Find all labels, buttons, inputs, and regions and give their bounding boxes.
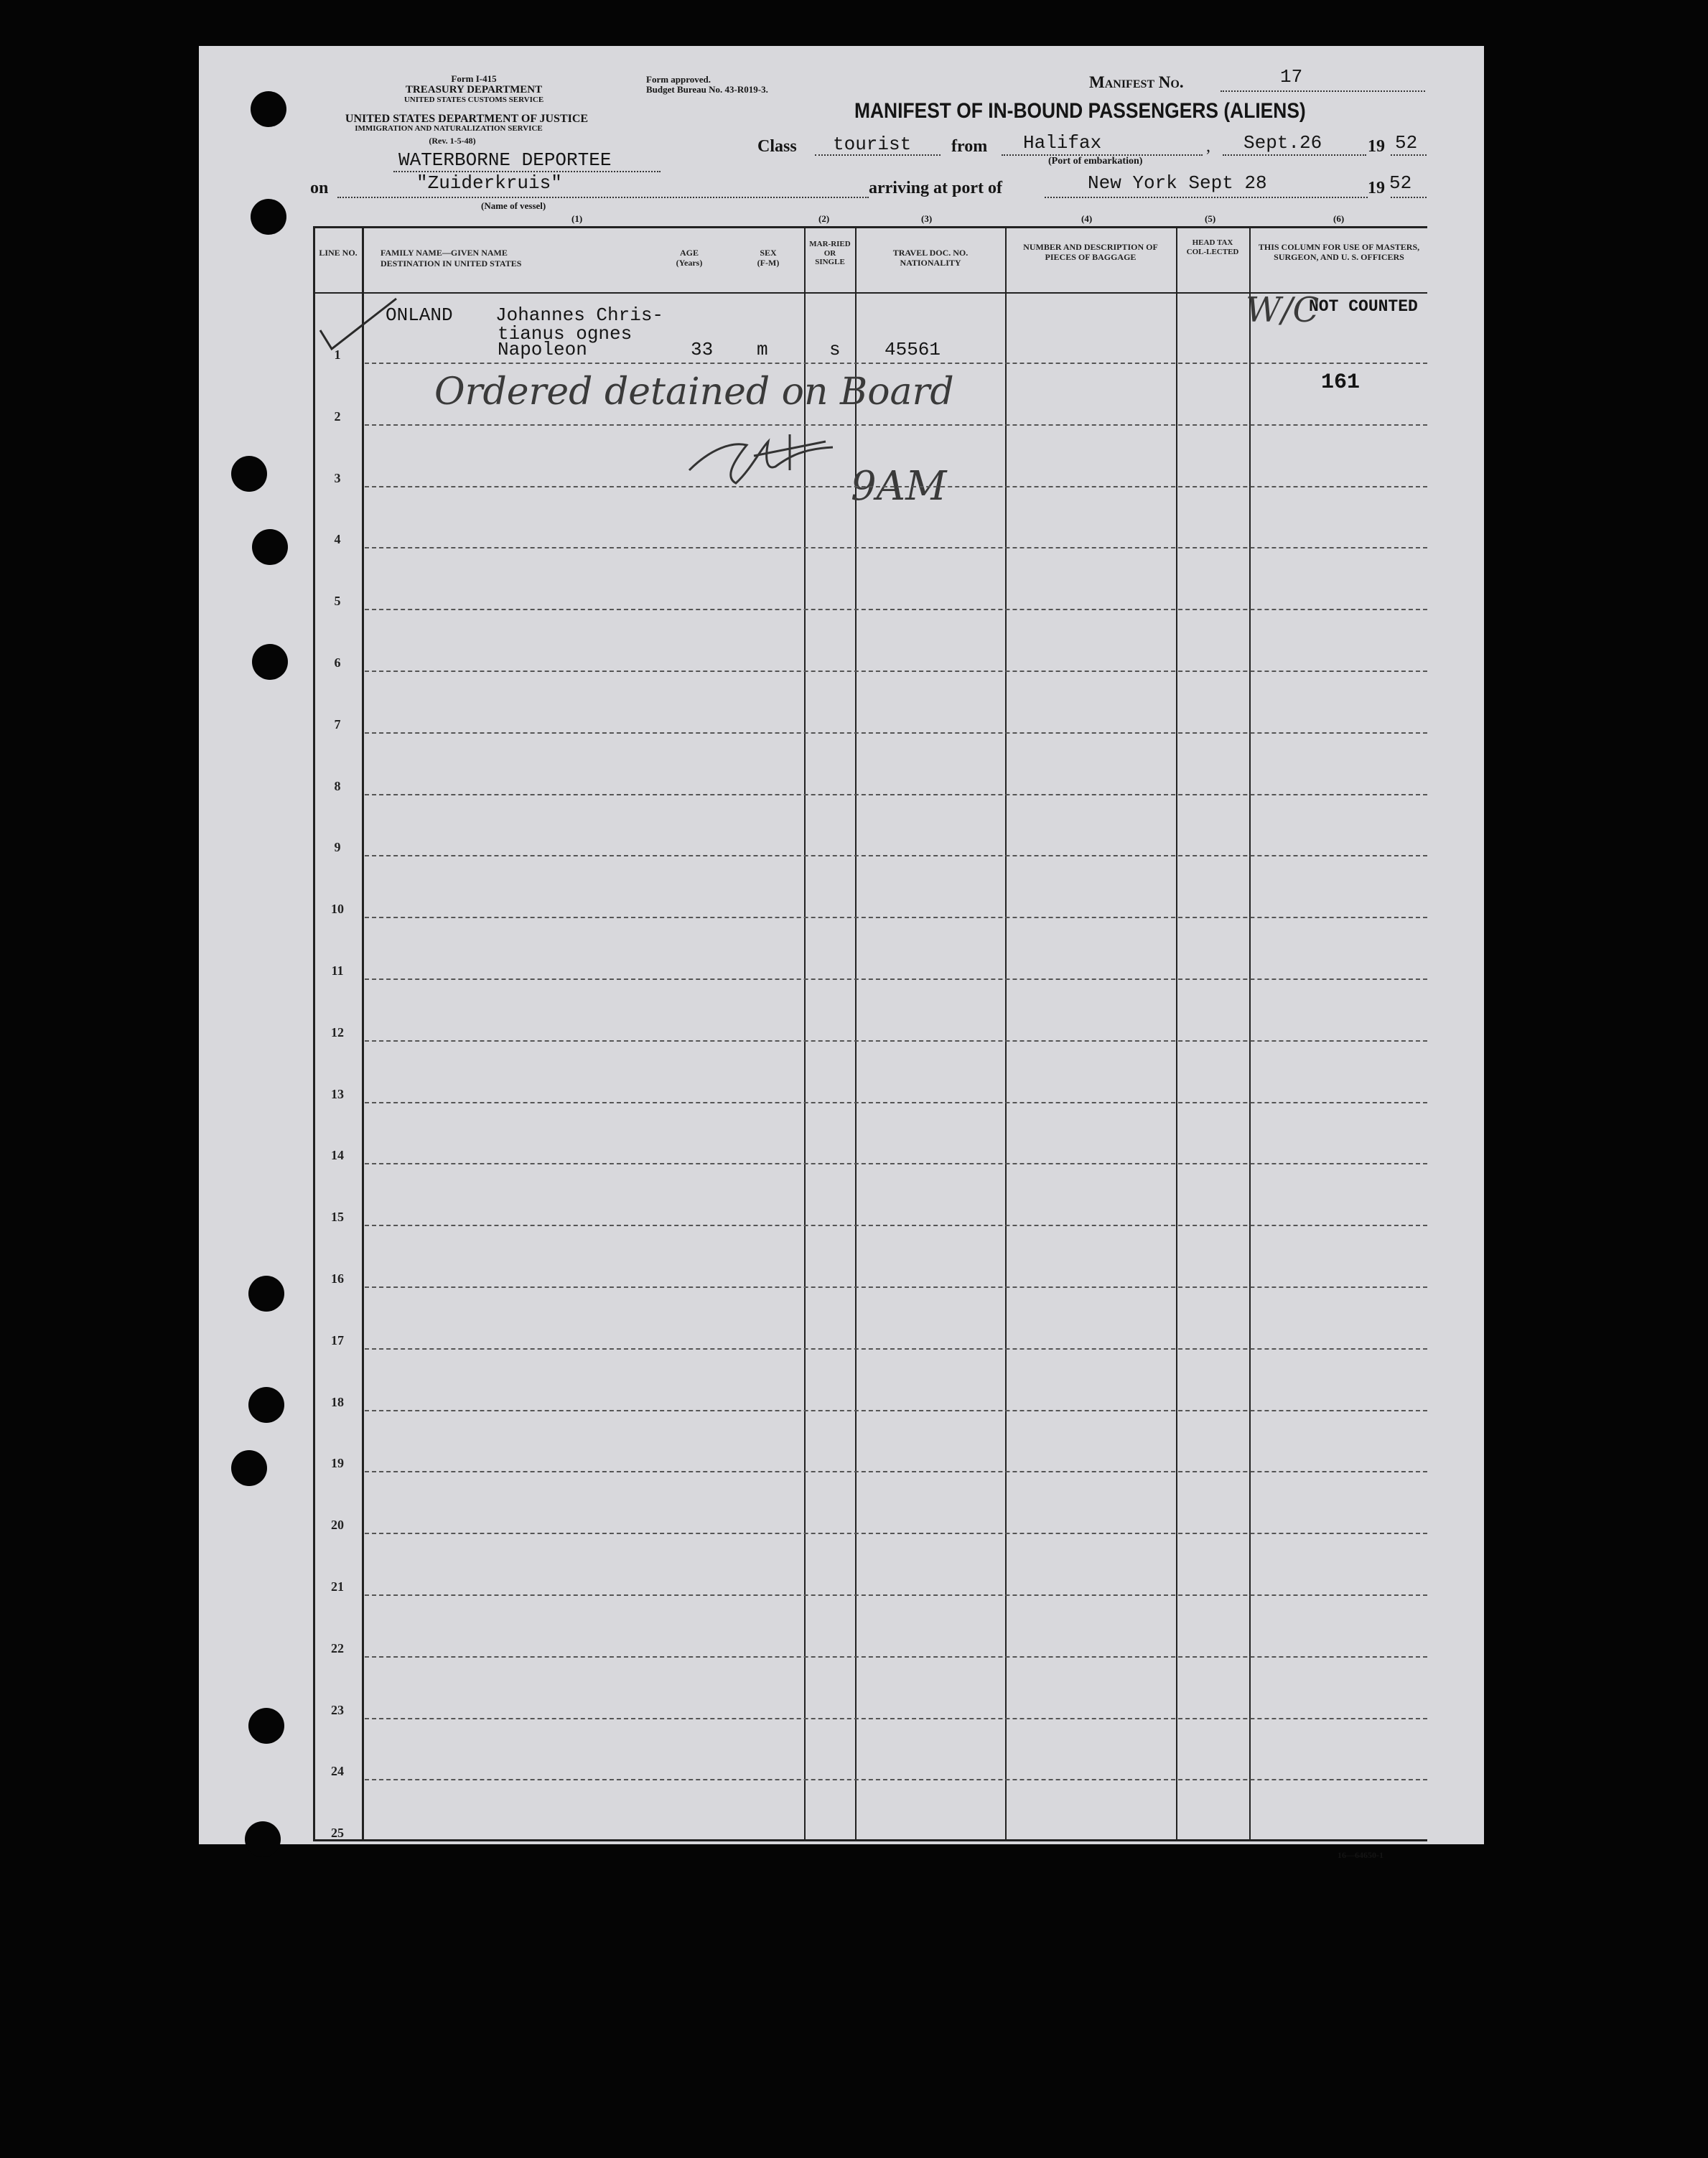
- budget-bureau: Budget Bureau No. 43-R019-3.: [646, 84, 768, 95]
- header-age-sub: (Years): [676, 258, 703, 268]
- entry-given-name-line2: tianus ognes: [498, 323, 633, 345]
- line-number: 18: [331, 1394, 344, 1409]
- vessel-line: [337, 197, 869, 198]
- signature-scribble-icon: [682, 420, 854, 492]
- line-number: 20: [331, 1518, 344, 1533]
- header-name: FAMILY NAME—GIVEN NAME: [381, 248, 508, 258]
- header-officers: THIS COLUMN FOR USE OF MASTERS, SURGEON, AND U. S. OFFICERS: [1258, 242, 1420, 262]
- arrival-year: 52: [1389, 172, 1412, 194]
- table-bottom-border: [313, 1839, 1427, 1841]
- binder-hole: [248, 1276, 284, 1312]
- header-travel-doc: TRAVEL DOC. NO.: [892, 248, 969, 258]
- header-destination: DESTINATION IN UNITED STATES: [381, 258, 522, 268]
- table-row: [365, 1471, 1427, 1472]
- entry-travel-doc: 45561: [885, 339, 941, 360]
- department-treasury: TREASURY DEPARTMENT: [405, 84, 543, 95]
- line-no-divider: [362, 226, 364, 1841]
- line-number: 16: [331, 1271, 344, 1286]
- from-label: from: [951, 137, 988, 156]
- not-counted-stamp: NOT COUNTED: [1309, 297, 1418, 316]
- entry-sex: m: [757, 339, 768, 360]
- table-row: [365, 855, 1427, 856]
- embark-year: 52: [1395, 132, 1418, 154]
- header-sex-sub: (F-M): [757, 258, 780, 268]
- table-top-border: [313, 226, 1427, 228]
- header-head-tax: HEAD TAX COL-LECTED: [1186, 238, 1239, 256]
- date-line: [1223, 154, 1366, 156]
- handwritten-initials: 9AM: [851, 463, 947, 510]
- line-number: 12: [331, 1024, 344, 1040]
- table-row: [365, 1533, 1427, 1534]
- officers-divider: [1249, 226, 1251, 1841]
- from-value: Halifax: [1023, 132, 1102, 154]
- col-num-6: (6): [1333, 213, 1345, 224]
- binder-hole: [245, 1821, 281, 1857]
- on-label: on: [310, 179, 329, 197]
- entry-marital: s: [829, 339, 841, 360]
- col-num-5: (5): [1205, 213, 1216, 224]
- line-number: 13: [331, 1086, 344, 1101]
- table-row: [365, 1656, 1427, 1658]
- table-left-border: [313, 226, 315, 1841]
- table-row: [365, 794, 1427, 795]
- table-row: [365, 1594, 1427, 1596]
- line-number: 6: [334, 655, 341, 670]
- line-number: 17: [331, 1332, 344, 1347]
- table-row: [365, 1410, 1427, 1411]
- table-row: [365, 671, 1427, 672]
- line-number: 3: [334, 470, 341, 485]
- line-number: 19: [331, 1456, 344, 1471]
- line-number: 15: [331, 1210, 344, 1225]
- table-row: [365, 1102, 1427, 1103]
- line-number: 21: [331, 1579, 344, 1594]
- table-row: [365, 609, 1427, 610]
- line-number: 5: [334, 594, 341, 609]
- header-baggage: NUMBER AND DESCRIPTION OF PIECES OF BAGGAGE: [1023, 242, 1158, 262]
- header-line-no: LINE NO.: [319, 248, 358, 258]
- table-row: [365, 424, 1427, 426]
- table-row: [365, 1348, 1427, 1350]
- col-num-3: (3): [921, 213, 933, 224]
- head-tax-divider: [1176, 226, 1177, 1841]
- embark-year-prefix: 19: [1368, 137, 1385, 156]
- manifest-no-label: Manifest No.: [1089, 73, 1184, 91]
- arrival-line: [1045, 197, 1368, 198]
- line-number: 25: [331, 1826, 344, 1841]
- form-revision: (Rev. 1-5-48): [429, 136, 476, 146]
- line-number: 1: [334, 347, 341, 362]
- port-embarkation-caption: (Port of embarkation): [1048, 156, 1143, 167]
- line-number: 4: [334, 532, 341, 547]
- arrival-year-line: [1391, 197, 1427, 198]
- arrival-value: New York Sept 28: [1088, 172, 1267, 194]
- line-number: 9: [334, 840, 341, 855]
- line-number: 14: [331, 1148, 344, 1163]
- binder-hole: [248, 1708, 284, 1744]
- baggage-divider: [1005, 226, 1007, 1841]
- binder-hole: [231, 456, 267, 492]
- table-row: [365, 1286, 1427, 1288]
- entry-family-name: ONLAND: [386, 304, 453, 326]
- department-justice: UNITED STATES DEPARTMENT OF JUSTICE: [345, 113, 589, 125]
- customs-service: UNITED STATES CUSTOMS SERVICE: [403, 95, 544, 104]
- deportee-label: WATERBORNE DEPORTEE: [398, 149, 612, 171]
- officer-initials: W/C: [1246, 290, 1320, 330]
- class-label: Class: [757, 137, 797, 156]
- header-married: MAR-RIED OR SINGLE: [809, 240, 851, 267]
- table-row: [365, 1163, 1427, 1164]
- entry-given-name-line1: Johannes Chris-: [495, 304, 664, 326]
- immigration-service: IMMIGRATION AND NATURALIZATION SERVICE: [355, 124, 543, 133]
- vessel-name: "Zuiderkruis": [416, 172, 562, 194]
- line-number: 24: [331, 1764, 344, 1779]
- line-number: 8: [334, 778, 341, 793]
- stamp-number: 161: [1321, 370, 1361, 395]
- col-num-4: (4): [1081, 213, 1093, 224]
- table-row: [365, 486, 1427, 487]
- manifest-no-line: [1221, 90, 1425, 92]
- line-number: 11: [331, 963, 344, 978]
- class-value: tourist: [833, 134, 912, 155]
- page-title: MANIFEST OF IN-BOUND PASSENGERS (ALIENS): [854, 99, 1306, 123]
- vessel-caption: (Name of vessel): [481, 200, 546, 211]
- binder-hole: [251, 91, 286, 127]
- table-row: [365, 1040, 1427, 1042]
- binder-hole: [251, 199, 286, 235]
- line-number: 22: [331, 1640, 344, 1655]
- handwritten-note: Ordered detained on Board: [434, 370, 954, 414]
- col-num-2: (2): [818, 213, 830, 224]
- line-number: 23: [331, 1702, 344, 1717]
- entry-given-name-line3: Napoleon: [498, 339, 587, 360]
- footer-code: 16—64650-1: [1338, 1850, 1383, 1860]
- check-mark-icon: [316, 294, 402, 352]
- year-line: [1391, 154, 1427, 156]
- table-row: [365, 363, 1427, 364]
- form-approved: Form approved.: [646, 74, 711, 85]
- line-number: 2: [334, 408, 341, 424]
- entry-age: 33: [691, 339, 714, 360]
- col-num-1: (1): [571, 213, 583, 224]
- binder-hole: [231, 1450, 267, 1486]
- binder-hole: [252, 529, 288, 565]
- comma: ,: [1206, 137, 1210, 156]
- table-row: [365, 917, 1427, 918]
- arrival-year-prefix: 19: [1368, 179, 1385, 197]
- table-row: [365, 732, 1427, 734]
- line-number: 10: [331, 902, 344, 917]
- line-number: 7: [334, 716, 341, 732]
- table-row: [365, 978, 1427, 980]
- header-sex: SEX: [760, 248, 777, 258]
- header-nationality: NATIONALITY: [900, 258, 961, 268]
- table-row: [365, 547, 1427, 548]
- binder-hole: [252, 644, 288, 680]
- header-age: AGE: [679, 248, 699, 258]
- embark-date: Sept.26: [1243, 132, 1322, 154]
- table-row: [365, 1779, 1427, 1780]
- binder-hole: [248, 1387, 284, 1423]
- manifest-no-value: 17: [1280, 66, 1303, 88]
- form-number: Form I-415: [451, 73, 497, 84]
- arriving-label: arriving at port of: [869, 179, 1002, 197]
- table-row: [365, 1225, 1427, 1226]
- table-row: [365, 1718, 1427, 1719]
